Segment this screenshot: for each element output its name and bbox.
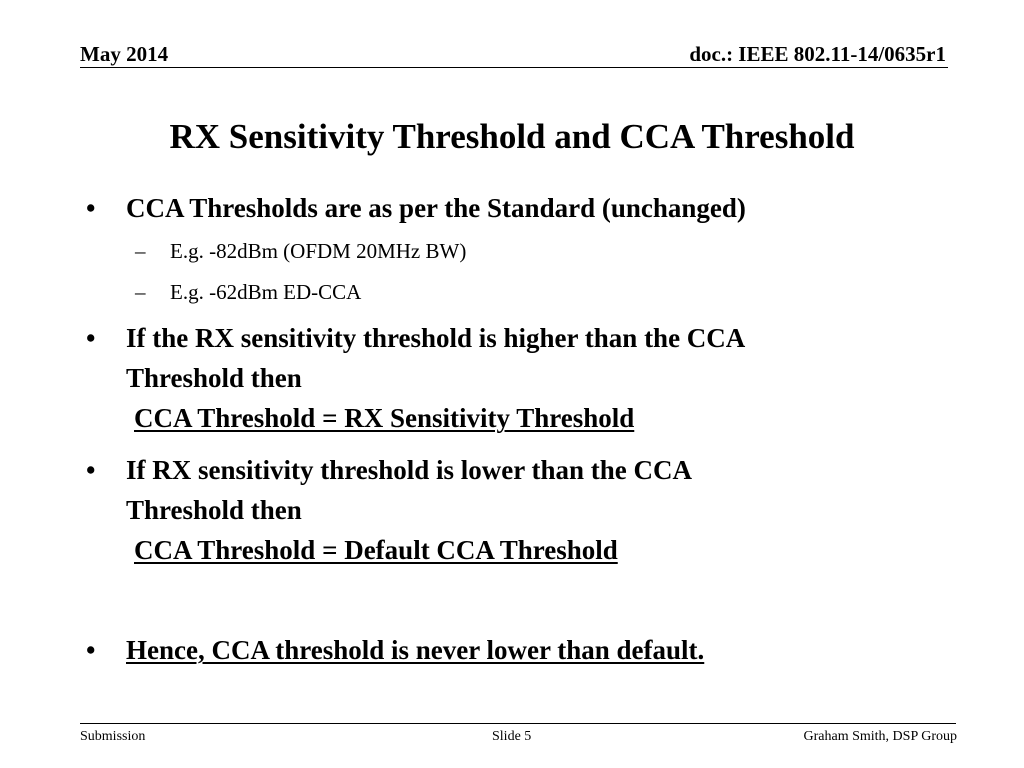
sub-bullet-marker: –	[135, 239, 146, 263]
sub-bullet-text: E.g. -62dBm ED-CCA	[170, 280, 362, 304]
bullet-rx-higher	[86, 318, 946, 438]
formula-rx-sensitivity: CCA Threshold = RX Sensitivity Threshold	[134, 403, 635, 433]
bullet-marker: •	[86, 455, 96, 485]
footer-slide-number: Slide 5	[492, 729, 532, 744]
bullet-text-line1: If the RX sensitivity threshold is higher than the CCA	[126, 323, 746, 353]
slide-title: RX Sensitivity Threshold and CCA Threshold	[169, 117, 855, 156]
bullet-marker: •	[86, 193, 96, 223]
footer-divider	[80, 723, 956, 724]
bullet-text: CCA Thresholds are as per the Standard (unchanged)	[126, 193, 746, 223]
sub-bullet-ed-cca	[135, 278, 935, 306]
footer-author: Graham Smith, DSP Group	[803, 729, 957, 744]
bullet-cca-thresholds	[86, 188, 946, 228]
bullet-marker: •	[86, 635, 96, 665]
header-date: May 2014	[80, 42, 169, 66]
bullet-text-line2: Threshold then	[126, 363, 302, 393]
sub-bullet-marker: –	[135, 280, 146, 304]
bullet-conclusion	[86, 630, 946, 670]
bullet-text-line1: If RX sensitivity threshold is lower than the CCA	[126, 455, 693, 485]
header-doc-id: doc.: IEEE 802.11-14/0635r1	[689, 42, 946, 66]
bullet-text-line2: Threshold then	[126, 495, 302, 525]
sub-bullet-text: E.g. -82dBm (OFDM 20MHz BW)	[170, 239, 467, 263]
sub-bullet-ofdm	[135, 237, 935, 265]
bullet-marker: •	[86, 323, 96, 353]
bullet-rx-lower	[86, 450, 946, 570]
footer-submission: Submission	[80, 729, 146, 744]
formula-default-cca: CCA Threshold = Default CCA Threshold	[134, 535, 618, 565]
conclusion-text: Hence, CCA threshold is never lower than default.	[126, 635, 705, 665]
